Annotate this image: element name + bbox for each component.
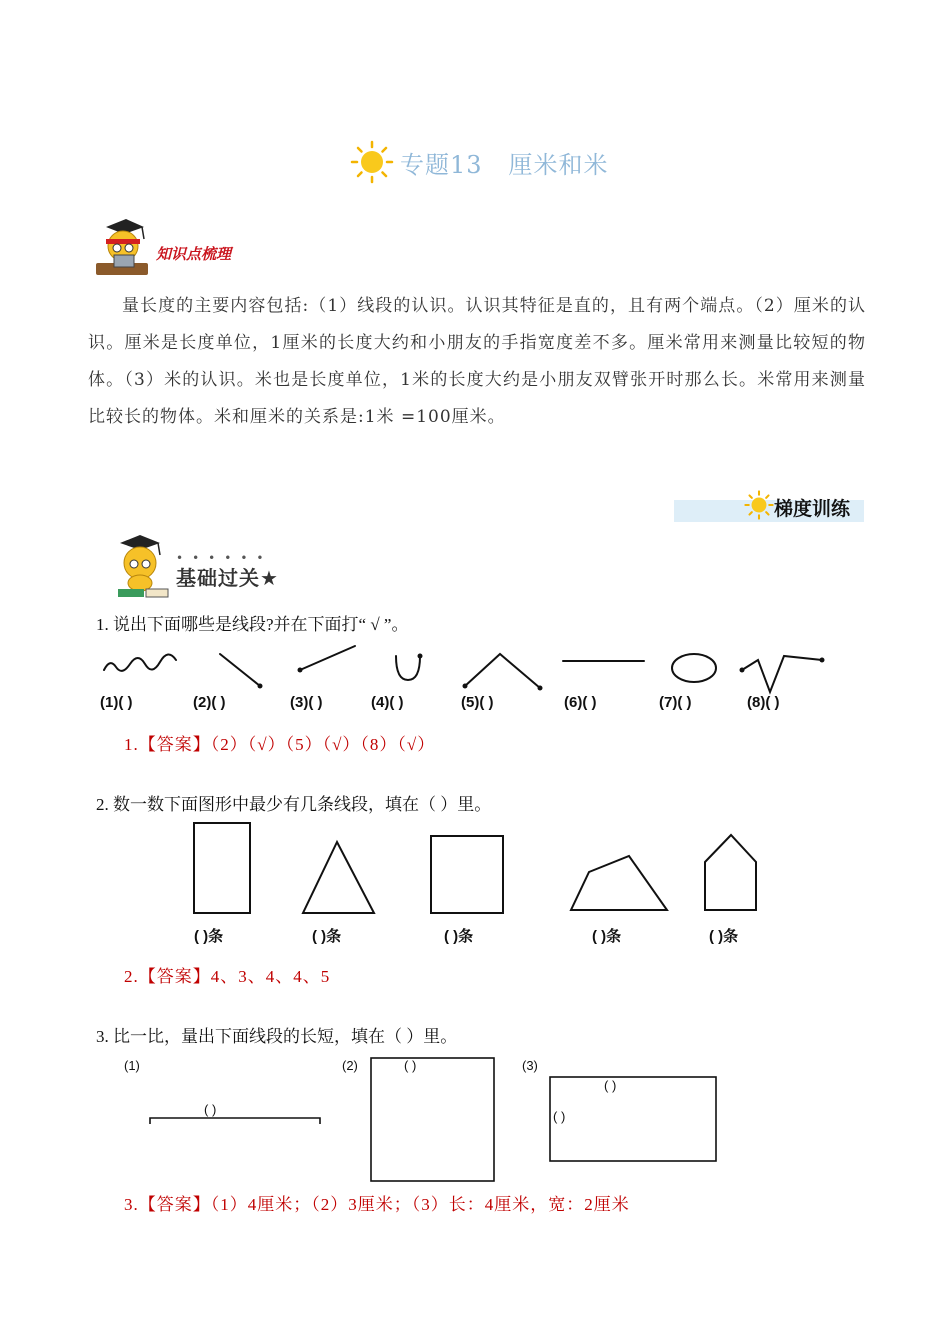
q1-label-8: (8)( ) bbox=[747, 694, 780, 711]
q1-label-6: (6)( ) bbox=[564, 694, 597, 711]
ray-3 bbox=[300, 646, 355, 670]
question-3: 3. 比一比，量出下面线段的长短，填在（ ）里。 bbox=[96, 1027, 458, 1046]
q1-label-1: (1)( ) bbox=[100, 694, 133, 711]
square-figure bbox=[371, 1058, 494, 1181]
question-1-figures bbox=[90, 640, 860, 700]
question-3-figures bbox=[140, 1050, 740, 1190]
training-label: 梯度训练 bbox=[774, 498, 851, 520]
question-2-shapes bbox=[180, 815, 780, 920]
basic-label: 基础过关★ bbox=[176, 566, 279, 590]
square-shape bbox=[431, 836, 503, 913]
quadrilateral-shape bbox=[571, 856, 667, 910]
question-1: 1. 说出下面哪些是线段?并在下面打“ √ ”。 bbox=[96, 615, 409, 634]
scholar-mascot-icon bbox=[92, 217, 156, 283]
sun-icon bbox=[350, 140, 394, 184]
q3-label-1: (1) bbox=[124, 1058, 140, 1073]
segment-with-ends bbox=[150, 1118, 320, 1124]
rectangle-figure bbox=[550, 1077, 716, 1161]
title-topic: 厘米和米 bbox=[508, 150, 609, 179]
q1-label-7: (7)( ) bbox=[659, 694, 692, 711]
q3-blank-width: ( ) bbox=[553, 1109, 566, 1124]
answer-1: 1.【答案】（2）（√）（5）（√）（8）（√） bbox=[124, 735, 436, 754]
q2-label-2: ( )条 bbox=[312, 928, 342, 945]
arc-4 bbox=[396, 656, 420, 680]
q1-label-3: (3)( ) bbox=[290, 694, 323, 711]
q2-label-5: ( )条 bbox=[709, 928, 739, 945]
page-title bbox=[350, 142, 609, 182]
decorative-dots: •••••• bbox=[176, 551, 273, 565]
q3-blank-length: ( ) bbox=[604, 1078, 617, 1093]
sun-icon bbox=[744, 490, 774, 524]
student-mascot-icon bbox=[114, 533, 178, 605]
q3-blank-square: ( ) bbox=[404, 1058, 417, 1073]
answer-2: 2.【答案】4、3、4、4、5 bbox=[124, 967, 331, 986]
q1-label-5: (5)( ) bbox=[461, 694, 494, 711]
zigzag-8 bbox=[742, 656, 822, 692]
q3-label-3: (3) bbox=[522, 1058, 538, 1073]
wavy-line bbox=[104, 654, 176, 670]
ellipse-7 bbox=[672, 654, 716, 682]
rectangle-shape bbox=[194, 823, 250, 913]
knowledge-paragraph: 量长度的主要内容包括:（1）线段的认识。认识其特征是直的，且有两个端点。（2）厘米的认识。厘米是长度单位，1厘米的长度大约和小朋友的手指宽度差不多。厘米常用来测量比较短的物体。（3）米的认识。米也是长度单位，1米的长度大约是小朋友双臂张开时那么长。米常用来测量比较长的物体。米和厘米的关系是:1米 =100厘米。 bbox=[88, 296, 866, 427]
q3-blank-segment: ( ) bbox=[204, 1102, 217, 1117]
q3-label-2: (2) bbox=[342, 1058, 358, 1073]
triangle-shape bbox=[303, 842, 374, 913]
answer-3: 3.【答案】（1）4厘米；（2）3厘米；（3）长：4厘米，宽：2厘米 bbox=[124, 1195, 630, 1214]
pentagon-shape bbox=[705, 835, 756, 910]
q2-label-1: ( )条 bbox=[194, 928, 224, 945]
q2-label-3: ( )条 bbox=[444, 928, 474, 945]
q2-label-4: ( )条 bbox=[592, 928, 622, 945]
q1-label-4: (4)( ) bbox=[371, 694, 404, 711]
knowledge-label: 知识点梳理 bbox=[156, 245, 232, 263]
question-2: 2. 数一数下面图形中最少有几条线段，填在（ ）里。 bbox=[96, 795, 492, 814]
q1-label-2: (2)( ) bbox=[193, 694, 226, 711]
title-number: 专题13 bbox=[400, 150, 483, 179]
segment-2 bbox=[220, 654, 260, 686]
angle-5 bbox=[465, 654, 540, 688]
